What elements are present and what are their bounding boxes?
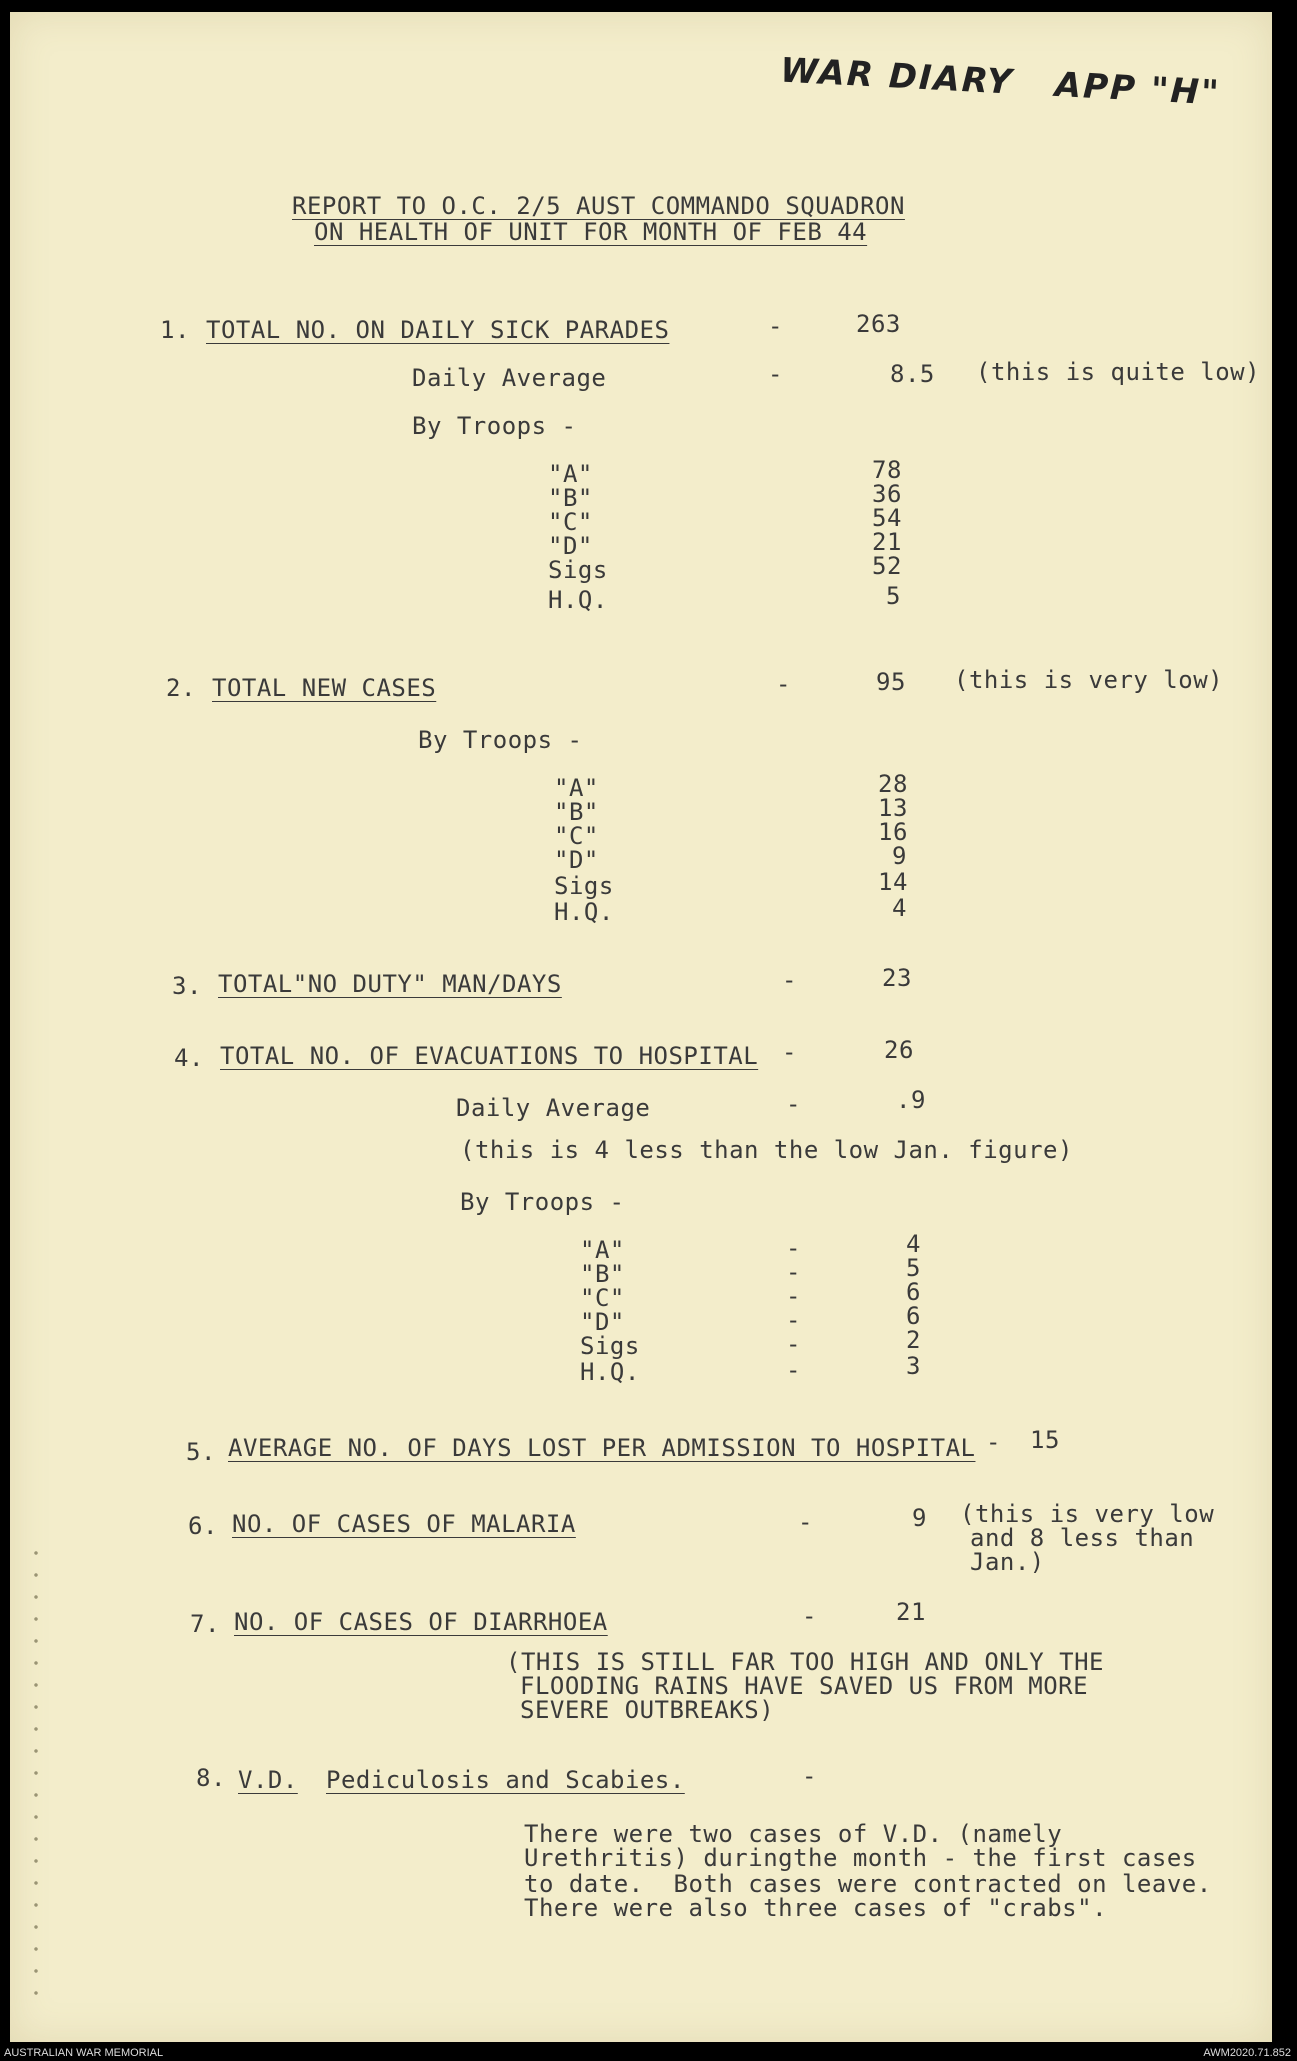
troop-dash: - — [786, 1356, 801, 1384]
section-7-note-line-2: FLOODING RAINS HAVE SAVED US FROM MORE — [520, 1672, 1089, 1700]
troop-dash: - — [786, 1258, 801, 1286]
section-6-note-line-1: (this is very low — [960, 1500, 1215, 1528]
section-1-avg-dash: - — [768, 360, 783, 388]
section-8-vd-label: V.D. — [238, 1766, 298, 1794]
troop-value: 14 — [878, 868, 908, 896]
troop-value: 4 — [892, 894, 907, 922]
troop-value: 2 — [906, 1326, 921, 1354]
troop-dash: - — [786, 1306, 801, 1334]
section-1-label: TOTAL NO. ON DAILY SICK PARADES — [206, 316, 670, 344]
troop-value: 6 — [906, 1278, 921, 1306]
troop-value: 21 — [872, 528, 902, 556]
section-4-note: (this is 4 less than the low Jan. figure) — [460, 1136, 1073, 1164]
section-2-value: 95 — [876, 668, 906, 696]
section-6-label: NO. OF CASES OF MALARIA — [232, 1510, 576, 1538]
troop-value: 5 — [906, 1254, 921, 1282]
section-8-dash: - — [802, 1762, 817, 1790]
section-6-note-line-3: Jan.) — [970, 1548, 1045, 1576]
troop-name: H.Q. — [548, 586, 608, 614]
troop-name: "A" — [548, 460, 593, 488]
troop-value: 54 — [872, 504, 902, 532]
section-1-dash: - — [768, 312, 783, 340]
troop-value: 5 — [886, 582, 901, 610]
troop-name: Sigs — [580, 1332, 640, 1360]
section-1-avg-value: 8.5 — [890, 360, 935, 388]
troop-name: Sigs — [548, 556, 608, 584]
section-3-label: TOTAL"NO DUTY" MAN/DAYS — [218, 970, 562, 998]
troop-name: "B" — [548, 484, 593, 512]
troop-name: "A" — [554, 774, 599, 802]
section-8-paragraph-line-3: to date. Both cases were contracted on leave. — [524, 1870, 1212, 1898]
troop-name: "A" — [580, 1236, 625, 1264]
section-3-number: 3. — [172, 972, 202, 1000]
section-7-label: NO. OF CASES OF DIARRHOEA — [234, 1608, 608, 1636]
section-4-troops-label: By Troops - — [460, 1188, 625, 1216]
section-2-troops-label: By Troops - — [418, 726, 583, 754]
punch-hole-marks — [32, 1542, 40, 2002]
section-4-dash: - — [782, 1038, 797, 1066]
section-4-avg-value: .9 — [896, 1086, 926, 1114]
section-4-value: 26 — [884, 1036, 914, 1064]
section-6-dash: - — [798, 1508, 813, 1536]
war-diary-annotation: WAR DIARY APP "H" — [779, 50, 1222, 114]
troop-value: 3 — [906, 1352, 921, 1380]
troop-name: H.Q. — [580, 1358, 640, 1386]
section-1-number: 1. — [160, 316, 190, 344]
section-8-label: Pediculosis and Scabies. — [326, 1766, 685, 1794]
troop-value: 36 — [872, 480, 902, 508]
section-4-avg-label: Daily Average — [456, 1094, 651, 1122]
section-1-troops-label: By Troops - — [412, 412, 577, 440]
section-2-label: TOTAL NEW CASES — [212, 674, 437, 702]
section-8-paragraph-line-4: There were also three cases of "crabs". — [524, 1894, 1108, 1922]
section-8-paragraph-line-1: There were two cases of V.D. (namely — [524, 1820, 1063, 1848]
troop-value: 52 — [872, 552, 902, 580]
troop-name: "C" — [580, 1284, 625, 1312]
document-page — [10, 12, 1272, 2042]
section-7-note-line-1: (THIS IS STILL FAR TOO HIGH AND ONLY THE — [506, 1648, 1104, 1676]
section-5-dash: - — [986, 1428, 1001, 1456]
troop-name: "C" — [548, 508, 593, 536]
section-7-value: 21 — [896, 1598, 926, 1626]
footer-source: AUSTRALIAN WAR MEMORIAL — [4, 2047, 164, 2059]
section-6-note-line-2: and 8 less than — [970, 1524, 1195, 1552]
troop-name: "D" — [554, 846, 599, 874]
section-3-value: 23 — [882, 964, 912, 992]
section-7-dash: - — [802, 1602, 817, 1630]
section-4-avg-dash: - — [786, 1090, 801, 1118]
footer-accession-number: AWM2020.71.852 — [1203, 2047, 1291, 2059]
troop-value: 9 — [892, 842, 907, 870]
report-title-line-2: ON HEALTH OF UNIT FOR MONTH OF FEB 44 — [314, 218, 868, 246]
section-1-avg-note: (this is quite low) — [976, 358, 1261, 386]
troop-name: "C" — [554, 822, 599, 850]
troop-dash: - — [786, 1282, 801, 1310]
troop-name: "B" — [554, 798, 599, 826]
section-5-number: 5. — [186, 1438, 216, 1466]
section-6-number: 6. — [188, 1512, 218, 1540]
report-title-line-1: REPORT TO O.C. 2/5 AUST COMMANDO SQUADRON — [292, 192, 905, 220]
troop-value: 28 — [878, 770, 908, 798]
section-8-paragraph-line-2: Urethritis) duringthe month - the first cases — [524, 1844, 1197, 1872]
section-2-number: 2. — [166, 674, 196, 702]
troop-value: 6 — [906, 1302, 921, 1330]
section-5-value: 15 — [1030, 1426, 1060, 1454]
troop-value: 13 — [878, 794, 908, 822]
troop-value: 78 — [872, 456, 902, 484]
troop-dash: - — [786, 1330, 801, 1358]
troop-name: "B" — [580, 1260, 625, 1288]
troop-value: 4 — [906, 1230, 921, 1258]
troop-value: 16 — [878, 818, 908, 846]
troop-dash: - — [786, 1234, 801, 1262]
section-2-note: (this is very low) — [954, 666, 1224, 694]
section-6-value: 9 — [912, 1504, 927, 1532]
troop-name: "D" — [580, 1308, 625, 1336]
section-4-number: 4. — [174, 1044, 204, 1072]
troop-name: Sigs — [554, 872, 614, 900]
troop-name: H.Q. — [554, 898, 614, 926]
section-1-value: 263 — [856, 310, 901, 338]
section-2-dash: - — [776, 670, 791, 698]
section-1-avg-label: Daily Average — [412, 364, 607, 392]
section-5-label: AVERAGE NO. OF DAYS LOST PER ADMISSION TO HOSPITAL — [228, 1434, 976, 1462]
troop-name: "D" — [548, 532, 593, 560]
section-4-label: TOTAL NO. OF EVACUATIONS TO HOSPITAL — [220, 1042, 759, 1070]
section-7-note-line-3: SEVERE OUTBREAKS) — [520, 1696, 775, 1724]
section-3-dash: - — [782, 966, 797, 994]
section-8-number: 8. — [196, 1764, 226, 1792]
section-7-number: 7. — [190, 1610, 220, 1638]
